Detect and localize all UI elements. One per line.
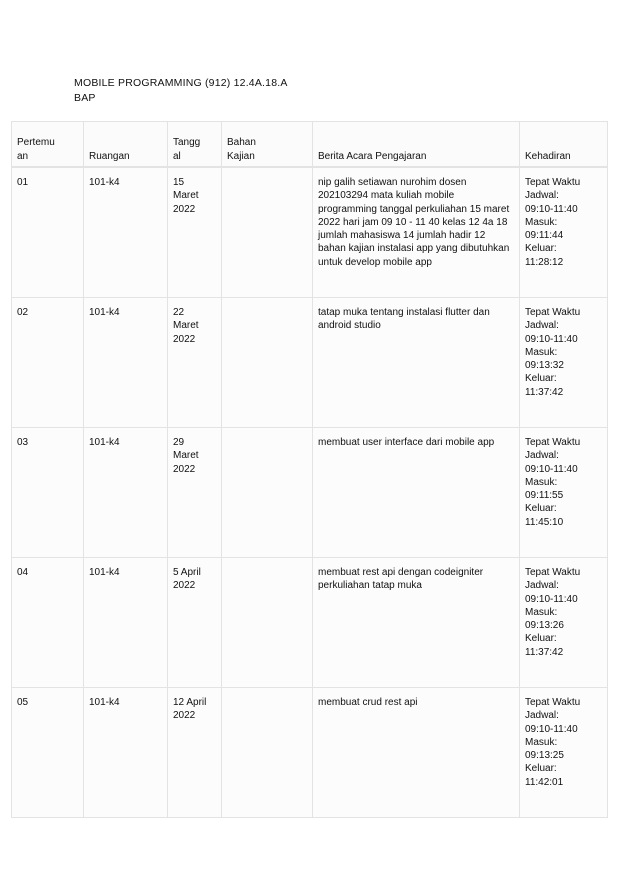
document-type: BAP bbox=[74, 92, 96, 104]
table-row bbox=[12, 167, 608, 298]
cell-ruangan: 101-k4 bbox=[84, 428, 168, 558]
cell-ruangan: 101-k4 bbox=[84, 558, 168, 688]
cell-ruangan: 101-k4 bbox=[84, 688, 168, 818]
cell-bahan-kajian bbox=[222, 558, 313, 688]
cell-bahan-kajian bbox=[222, 167, 313, 298]
cell-pertemuan: 05 bbox=[12, 688, 84, 818]
cell-pertemuan: 01 bbox=[12, 167, 84, 298]
table-body bbox=[12, 167, 608, 818]
cell-pertemuan: 02 bbox=[12, 298, 84, 428]
header-row bbox=[12, 122, 608, 168]
table-row bbox=[12, 688, 608, 818]
cell-kehadiran: Tepat Waktu Jadwal: 09:10-11:40 Masuk: 09:13:32 Keluar: 11:37:42 bbox=[520, 298, 608, 428]
column-header-kehadiran: Kehadiran bbox=[520, 122, 608, 168]
cell-ruangan: 101-k4 bbox=[84, 167, 168, 298]
cell-ruangan: 101-k4 bbox=[84, 298, 168, 428]
cell-tanggal: 12 April 2022 bbox=[168, 688, 222, 818]
cell-tanggal: 22 Maret 2022 bbox=[168, 298, 222, 428]
table-header bbox=[12, 122, 608, 168]
document-header bbox=[74, 76, 374, 106]
table-row bbox=[12, 558, 608, 688]
cell-berita-acara: membuat user interface dari mobile app bbox=[313, 428, 520, 558]
cell-tanggal: 29 Maret 2022 bbox=[168, 428, 222, 558]
column-header-bahan-kajian: Bahan Kajian bbox=[222, 122, 313, 168]
cell-tanggal: 5 April 2022 bbox=[168, 558, 222, 688]
cell-berita-acara: membuat crud rest api bbox=[313, 688, 520, 818]
cell-kehadiran: Tepat Waktu Jadwal: 09:10-11:40 Masuk: 09:13:25 Keluar: 11:42:01 bbox=[520, 688, 608, 818]
cell-kehadiran: Tepat Waktu Jadwal: 09:10-11:40 Masuk: 09:11:55 Keluar: 11:45:10 bbox=[520, 428, 608, 558]
cell-berita-acara: tatap muka tentang instalasi flutter dan android studio bbox=[313, 298, 520, 428]
cell-berita-acara: nip galih setiawan nurohim dosen 202103294 mata kuliah mobile programming tanggal perkuliahan 15 maret 2022 hari jam 09 10 - 11 40 kelas 12 4a 18 jumlah mahasiswa 14 jumlah hadir 12 bahan kajian instalasi app yang dibutuhkan untuk develop mobile app bbox=[313, 167, 520, 298]
cell-pertemuan: 04 bbox=[12, 558, 84, 688]
column-header-tanggal: Tangg al bbox=[168, 122, 222, 168]
cell-kehadiran: Tepat Waktu Jadwal: 09:10-11:40 Masuk: 09:11:44 Keluar: 11:28:12 bbox=[520, 167, 608, 298]
cell-kehadiran: Tepat Waktu Jadwal: 09:10-11:40 Masuk: 09:13:26 Keluar: 11:37:42 bbox=[520, 558, 608, 688]
cell-pertemuan: 03 bbox=[12, 428, 84, 558]
cell-tanggal: 15 Maret 2022 bbox=[168, 167, 222, 298]
column-header-pertemuan: Pertemu an bbox=[12, 122, 84, 168]
attendance-table bbox=[11, 121, 608, 818]
cell-bahan-kajian bbox=[222, 298, 313, 428]
cell-bahan-kajian bbox=[222, 688, 313, 818]
column-header-berita-acara: Berita Acara Pengajaran bbox=[313, 122, 520, 168]
table-row bbox=[12, 298, 608, 428]
table-row bbox=[12, 428, 608, 558]
cell-bahan-kajian bbox=[222, 428, 313, 558]
cell-berita-acara: membuat rest api dengan codeigniter perkuliahan tatap muka bbox=[313, 558, 520, 688]
column-header-ruangan: Ruangan bbox=[84, 122, 168, 168]
course-title: MOBILE PROGRAMMING (912) 12.4A.18.A bbox=[74, 77, 288, 89]
